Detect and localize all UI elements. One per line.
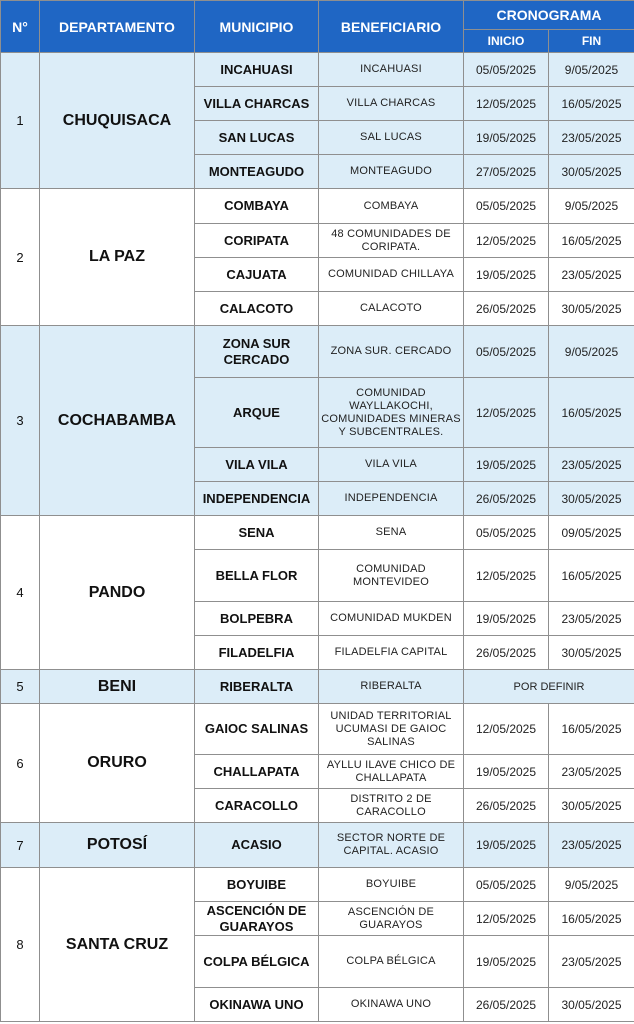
beneficiary-name: COMUNIDAD CHILLAYA [319,258,464,292]
municipality-name: CAJUATA [195,258,319,292]
row-number: 7 [1,823,40,868]
end-date: 9/05/2025 [549,868,634,902]
header-department: DEPARTAMENTO [40,1,195,53]
municipality-name: SENA [195,516,319,550]
header-beneficiary: BENEFICIARIO [319,1,464,53]
beneficiary-name: COMUNIDAD WAYLLAKOCHI, COMUNIDADES MINERAS Y SUBCENTRALES. [319,378,464,448]
start-date: 19/05/2025 [464,823,549,868]
header-num: N° [1,1,40,53]
beneficiary-name: OKINAWA UNO [319,988,464,1022]
start-date: 12/05/2025 [464,902,549,936]
beneficiary-name: SECTOR NORTE DE CAPITAL. ACASIO [319,823,464,868]
end-date: 30/05/2025 [549,155,634,189]
start-date: 19/05/2025 [464,448,549,482]
beneficiary-name: MONTEAGUDO [319,155,464,189]
beneficiary-name: RIBERALTA [319,670,464,704]
beneficiary-name: COMUNIDAD MONTEVIDEO [319,550,464,602]
municipality-name: ARQUE [195,378,319,448]
beneficiary-name: COMBAYA [319,189,464,224]
department-name: POTOSÍ [40,823,195,868]
beneficiary-name: VILA VILA [319,448,464,482]
start-date: 05/05/2025 [464,868,549,902]
municipality-name: GAIOC SALINAS [195,704,319,755]
municipality-name: RIBERALTA [195,670,319,704]
municipality-name: INDEPENDENCIA [195,482,319,516]
municipality-name: COLPA BÉLGICA [195,936,319,988]
municipality-name: BOYUIBE [195,868,319,902]
end-date: 30/05/2025 [549,789,634,823]
table-row [1,189,634,224]
end-date: 16/05/2025 [549,550,634,602]
municipality-name: INCAHUASI [195,53,319,87]
department-name: CHUQUISACA [40,53,195,189]
end-date: 16/05/2025 [549,87,634,121]
beneficiary-name: AYLLU ILAVE CHICO DE CHALLAPATA [319,755,464,789]
end-date: 16/05/2025 [549,902,634,936]
end-date: 9/05/2025 [549,326,634,378]
beneficiary-name: INCAHUASI [319,53,464,87]
municipality-name: VILA VILA [195,448,319,482]
end-date: 9/05/2025 [549,53,634,87]
end-date: 23/05/2025 [549,258,634,292]
beneficiary-name: ZONA SUR. CERCADO [319,326,464,378]
row-number: 4 [1,516,40,670]
row-number: 3 [1,326,40,516]
municipality-name: ZONA SUR CERCADO [195,326,319,378]
department-name: BENI [40,670,195,704]
start-date: 26/05/2025 [464,636,549,670]
end-date: 30/05/2025 [549,988,634,1022]
municipality-name: CORIPATA [195,224,319,258]
end-date: 30/05/2025 [549,636,634,670]
start-date: 26/05/2025 [464,292,549,326]
start-date: 12/05/2025 [464,550,549,602]
start-date: 12/05/2025 [464,87,549,121]
end-date: 23/05/2025 [549,755,634,789]
end-date: 30/05/2025 [549,482,634,516]
row-number: 1 [1,53,40,189]
municipality-name: CHALLAPATA [195,755,319,789]
table-row [1,704,634,755]
table-header [1,1,634,53]
table-row [1,326,634,378]
table-row [1,823,634,868]
start-date: 19/05/2025 [464,755,549,789]
municipality-name: OKINAWA UNO [195,988,319,1022]
end-date: 16/05/2025 [549,704,634,755]
header-end: FIN [549,30,634,53]
start-date: 26/05/2025 [464,988,549,1022]
end-date: 16/05/2025 [549,378,634,448]
end-date: 23/05/2025 [549,823,634,868]
beneficiary-name: INDEPENDENCIA [319,482,464,516]
municipality-name: VILLA CHARCAS [195,87,319,121]
beneficiary-name: 48 COMUNIDADES DE CORIPATA. [319,224,464,258]
department-name: PANDO [40,516,195,670]
end-date: 16/05/2025 [549,224,634,258]
beneficiary-name: COLPA BÉLGICA [319,936,464,988]
row-number: 5 [1,670,40,704]
end-date: 23/05/2025 [549,448,634,482]
end-date: 30/05/2025 [549,292,634,326]
start-date: 12/05/2025 [464,704,549,755]
start-date: 12/05/2025 [464,378,549,448]
table-row [1,53,634,87]
beneficiary-name: SAL LUCAS [319,121,464,155]
beneficiary-name: UNIDAD TERRITORIAL UCUMASI DE GAIOC SALINAS [319,704,464,755]
beneficiary-name: VILLA CHARCAS [319,87,464,121]
start-date: 19/05/2025 [464,602,549,636]
end-date: 09/05/2025 [549,516,634,550]
table-row [1,516,634,550]
header-municipality: MUNICIPIO [195,1,319,53]
beneficiary-name: BOYUIBE [319,868,464,902]
department-name: LA PAZ [40,189,195,326]
start-date: 05/05/2025 [464,326,549,378]
municipality-name: COMBAYA [195,189,319,224]
municipality-name: BELLA FLOR [195,550,319,602]
start-date: 05/05/2025 [464,53,549,87]
municipality-name: ASCENCIÓN DE GUARAYOS [195,902,319,936]
header-start: INICIO [464,30,549,53]
department-name: COCHABAMBA [40,326,195,516]
table-body [1,53,634,1022]
start-date: 26/05/2025 [464,482,549,516]
department-name: ORURO [40,704,195,823]
start-date: 19/05/2025 [464,121,549,155]
municipality-name: ACASIO [195,823,319,868]
row-number: 6 [1,704,40,823]
header-schedule: CRONOGRAMA [464,1,634,30]
schedule-tbd: POR DEFINIR [464,670,634,704]
beneficiary-name: DISTRITO 2 DE CARACOLLO [319,789,464,823]
end-date: 23/05/2025 [549,936,634,988]
start-date: 05/05/2025 [464,516,549,550]
beneficiary-name: COMUNIDAD MUKDEN [319,602,464,636]
start-date: 12/05/2025 [464,224,549,258]
municipality-name: MONTEAGUDO [195,155,319,189]
beneficiary-name: CALACOTO [319,292,464,326]
department-name: SANTA CRUZ [40,868,195,1022]
beneficiary-name: SENA [319,516,464,550]
table-row [1,670,634,704]
beneficiary-name: ASCENCIÓN DE GUARAYOS [319,902,464,936]
end-date: 9/05/2025 [549,189,634,224]
start-date: 19/05/2025 [464,258,549,292]
end-date: 23/05/2025 [549,121,634,155]
municipality-name: BOLPEBRA [195,602,319,636]
start-date: 05/05/2025 [464,189,549,224]
beneficiary-name: FILADELFIA CAPITAL [319,636,464,670]
start-date: 26/05/2025 [464,789,549,823]
row-number: 8 [1,868,40,1022]
start-date: 27/05/2025 [464,155,549,189]
municipality-name: FILADELFIA [195,636,319,670]
municipality-name: SAN LUCAS [195,121,319,155]
municipality-name: CALACOTO [195,292,319,326]
table-row [1,868,634,902]
municipality-name: CARACOLLO [195,789,319,823]
row-number: 2 [1,189,40,326]
end-date: 23/05/2025 [549,602,634,636]
start-date: 19/05/2025 [464,936,549,988]
